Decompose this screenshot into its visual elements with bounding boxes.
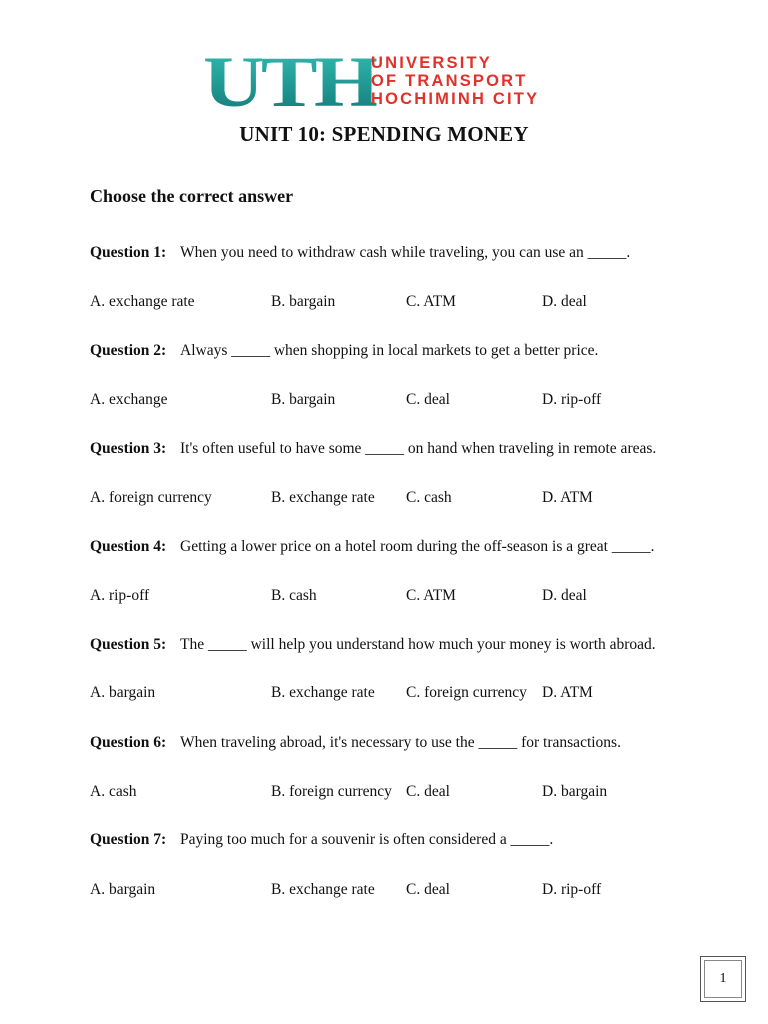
question-text: Paying too much for a souvenir is often considered a _____. [180, 831, 554, 848]
question-text: When traveling abroad, it's necessary to use the _____ for transactions. [180, 734, 621, 751]
option-d[interactable]: D. deal [542, 293, 587, 310]
question-label: Question 1: [90, 244, 167, 261]
option-d[interactable]: D. bargain [542, 783, 608, 800]
question-2-options [90, 391, 690, 411]
option-c[interactable]: C. ATM [406, 293, 456, 310]
logo-line-1: UNIVERSITY [371, 54, 493, 72]
option-b[interactable]: B. bargain [271, 391, 336, 408]
question-label: Question 2: [90, 342, 167, 359]
university-logo [203, 42, 575, 122]
logo-letters: UTH [203, 42, 377, 122]
document-title: UNIT 10: SPENDING MONEY [239, 122, 529, 146]
question-4 [90, 538, 654, 556]
question-label: Question 7: [90, 831, 167, 848]
question-1-options [90, 293, 690, 313]
option-c[interactable]: C. ATM [406, 587, 456, 604]
question-7 [90, 831, 553, 849]
question-1 [90, 244, 630, 262]
section-heading: Choose the correct answer [90, 186, 294, 206]
option-b[interactable]: B. exchange rate [271, 881, 375, 898]
option-a[interactable]: A. exchange [90, 391, 168, 408]
question-label: Question 6: [90, 734, 167, 751]
question-4-options [90, 587, 690, 607]
option-a[interactable]: A. foreign currency [90, 489, 212, 506]
option-d[interactable]: D. deal [542, 587, 587, 604]
question-label: Question 5: [90, 636, 167, 653]
option-b[interactable]: B. cash [271, 587, 317, 604]
option-a[interactable]: A. bargain [90, 881, 156, 898]
option-b[interactable]: B. foreign currency [271, 783, 392, 800]
question-text: The _____ will help you understand how much your money is worth abroad. [180, 636, 656, 653]
question-6-options [90, 783, 690, 803]
option-a[interactable]: A. rip-off [90, 587, 150, 604]
option-a[interactable]: A. bargain [90, 684, 156, 701]
option-d[interactable]: D. ATM [542, 489, 593, 506]
question-label: Question 4: [90, 538, 167, 555]
logo-line-2: OF TRANSPORT [371, 72, 528, 90]
question-text: Getting a lower price on a hotel room during the off-season is a great _____. [180, 538, 655, 555]
page-number: 1 [719, 971, 727, 986]
option-c[interactable]: C. deal [406, 391, 450, 408]
option-c[interactable]: C. cash [406, 489, 452, 506]
question-text: When you need to withdraw cash while traveling, you can use an _____. [180, 244, 631, 261]
option-c[interactable]: C. deal [406, 783, 450, 800]
logo-line-3: HOCHIMINH CITY [371, 90, 540, 108]
question-text: It's often useful to have some _____ on hand when traveling in remote areas. [180, 440, 657, 457]
option-a[interactable]: A. exchange rate [90, 293, 195, 310]
option-d[interactable]: D. rip-off [542, 881, 602, 898]
option-a[interactable]: A. cash [90, 783, 137, 800]
option-b[interactable]: B. exchange rate [271, 684, 375, 701]
question-label: Question 3: [90, 440, 167, 457]
option-b[interactable]: B. exchange rate [271, 489, 375, 506]
question-7-options [90, 881, 690, 901]
option-b[interactable]: B. bargain [271, 293, 336, 310]
question-3-options [90, 489, 690, 509]
question-5-options [90, 684, 690, 704]
option-c[interactable]: C. foreign currency [406, 684, 527, 701]
question-2 [90, 342, 598, 360]
question-3 [90, 440, 656, 458]
option-d[interactable]: D. ATM [542, 684, 593, 701]
option-c[interactable]: C. deal [406, 881, 450, 898]
question-text: Always _____ when shopping in local markets to get a better price. [180, 342, 599, 359]
page-number-box [700, 956, 746, 1002]
logo-wordmark [371, 54, 539, 108]
question-5 [90, 636, 656, 654]
question-6 [90, 734, 621, 752]
option-d[interactable]: D. rip-off [542, 391, 602, 408]
